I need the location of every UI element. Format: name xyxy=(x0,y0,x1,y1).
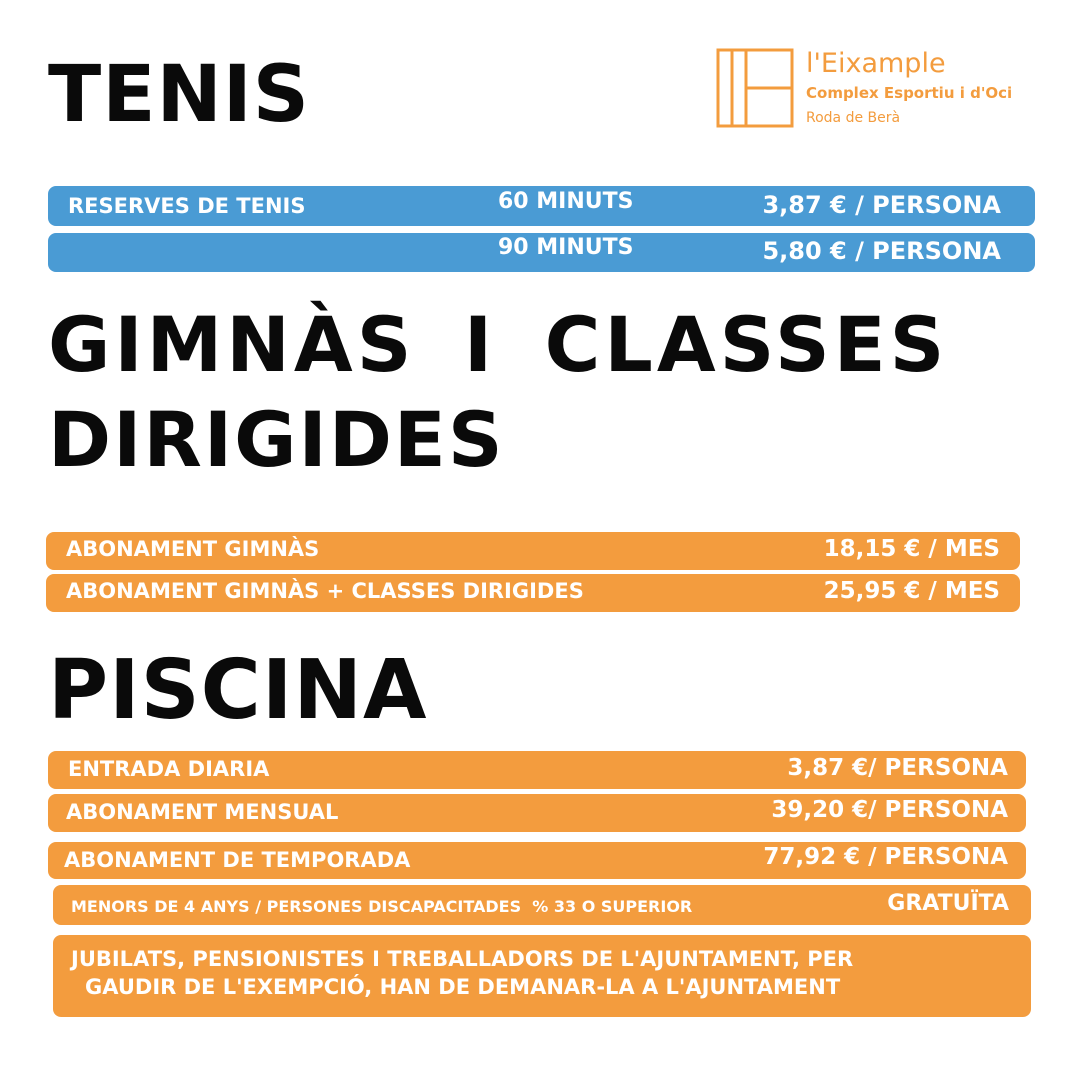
gimnas-row-label: ABONAMENT GIMNÀS xyxy=(66,537,320,561)
piscina-note-line2: GAUDIR DE L'EXEMPCIÓ, HAN DE DEMANAR-LA A L'AJUNTAMENT xyxy=(85,975,841,999)
piscina-note-line1: JUBILATS, PENSIONISTES I TREBALLADORS DE L'AJUNTAMENT, PER xyxy=(71,947,854,971)
piscina-row-price: 3,87 €/ PERSONA xyxy=(787,755,1008,781)
section-heading-gimnas-line2: DIRIGIDES xyxy=(48,395,505,484)
piscina-row-price: 77,92 € / PERSONA xyxy=(763,844,1008,870)
piscina-row-label: MENORS DE 4 ANYS / PERSONES DISCAPACITADES % 33 O SUPERIOR xyxy=(71,897,693,916)
section-heading-tenis: TENIS xyxy=(48,50,310,140)
tenis-row-90 xyxy=(48,233,1035,272)
tenis-row-duration: 60 MINUTS xyxy=(498,189,634,214)
eixample-logo-icon xyxy=(716,48,796,130)
gimnas-row-label: ABONAMENT GIMNÀS + CLASSES DIRIGIDES xyxy=(66,579,584,603)
piscina-row xyxy=(53,885,1031,925)
logo-title: l'Eixample xyxy=(806,48,946,79)
section-heading-gimnas-line1: GIMNÀS I CLASSES xyxy=(48,300,949,389)
piscina-row-price: GRATUÏTA xyxy=(887,891,1009,916)
gimnas-row xyxy=(46,532,1020,570)
piscina-row-label: ABONAMENT MENSUAL xyxy=(66,800,339,824)
tenis-row-duration: 90 MINUTS xyxy=(498,235,634,260)
piscina-row-label: ABONAMENT DE TEMPORADA xyxy=(64,848,411,872)
logo-location: Roda de Berà xyxy=(806,110,901,126)
gimnas-row-price: 25,95 € / MES xyxy=(823,578,1000,604)
tenis-row-price: 3,87 € / PERSONA xyxy=(762,191,1001,219)
piscina-row xyxy=(48,794,1026,832)
piscina-row xyxy=(48,751,1026,789)
tenis-row-price: 5,80 € / PERSONA xyxy=(762,237,1001,265)
section-heading-piscina: PISCINA xyxy=(48,643,428,738)
logo-subtitle: Complex Esportiu i d'Oci xyxy=(806,84,1013,102)
tenis-row-label: RESERVES DE TENIS xyxy=(68,194,306,218)
piscina-note xyxy=(53,935,1031,1017)
gimnas-row xyxy=(46,574,1020,612)
logo xyxy=(716,48,1056,132)
tenis-row-60 xyxy=(48,186,1035,226)
piscina-row-price: 39,20 €/ PERSONA xyxy=(771,797,1008,823)
piscina-row-label: ENTRADA DIARIA xyxy=(68,757,270,781)
gimnas-row-price: 18,15 € / MES xyxy=(823,536,1000,562)
piscina-row xyxy=(48,842,1026,879)
